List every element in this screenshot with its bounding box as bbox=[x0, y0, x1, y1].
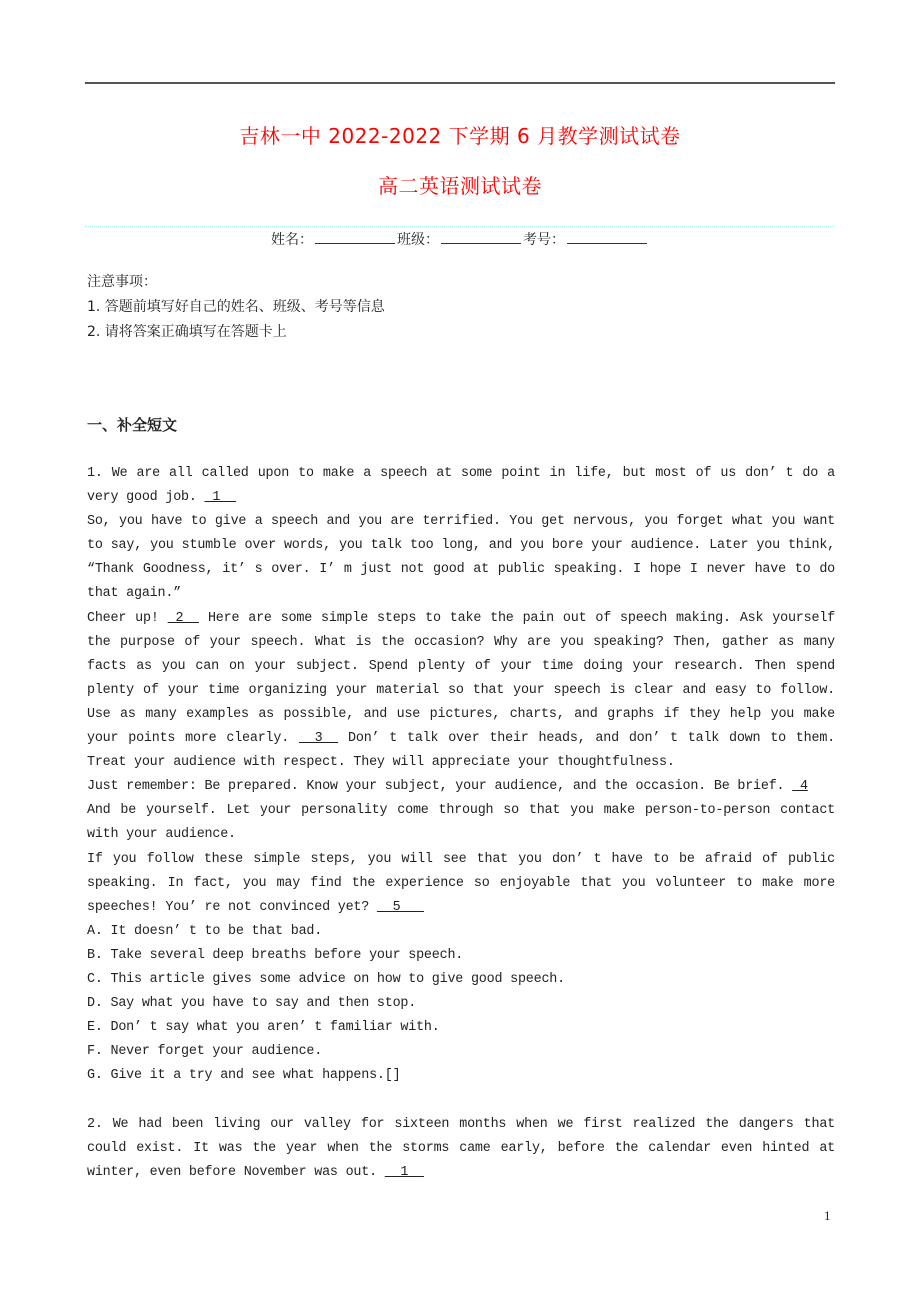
section-title: 一、补全短文 bbox=[87, 416, 178, 434]
options-list bbox=[87, 920, 835, 1089]
q1-text: 1. We are all called upon to make a speech at some point in life, but most of us don’ t do a very good job. bbox=[87, 466, 835, 506]
q1-paragraph-1 bbox=[87, 462, 835, 510]
blank-3: 3 bbox=[298, 731, 339, 747]
q1-text: Just remember: Be prepared. Know your subject, your audience, and the occasion. Be brief. bbox=[87, 779, 793, 795]
blank-4: 4 bbox=[792, 779, 808, 795]
q1-text: Cheer up! bbox=[87, 610, 168, 626]
id-label: 考号： bbox=[523, 232, 565, 248]
header-rule bbox=[85, 82, 835, 84]
blank-1: 1 bbox=[384, 1165, 424, 1181]
id-blank bbox=[567, 229, 647, 244]
blank-1: 1 bbox=[204, 490, 236, 506]
option-a: A. It doesn’ t to be that bad. bbox=[87, 923, 323, 939]
notes-block bbox=[87, 270, 385, 345]
name-label: 姓名： bbox=[271, 232, 313, 248]
option-d: D. Say what you have to say and then stop. bbox=[87, 996, 417, 1012]
q1-paragraph-2: So, you have to give a speech and you are terrified. You get nervous, you forget what you want to say, you stumble over words, you talk too long, and you bore your audience. Later you think, “Thank Goodness, it’ s over. I’ m just not good at public speaking. I hope I never have to do that again.” bbox=[87, 514, 835, 602]
class-label: 班级： bbox=[397, 232, 439, 248]
blank-5: 5 bbox=[376, 899, 424, 915]
class-blank bbox=[441, 229, 521, 244]
name-blank bbox=[315, 229, 395, 244]
option-b: B. Take several deep breaths before your speech. bbox=[87, 947, 464, 963]
q1-paragraph-5 bbox=[87, 848, 835, 920]
q1-text: And be yourself. Let your personality come through so that you make person-to-person contact with your audience. bbox=[87, 803, 835, 843]
q1-text: Don’ t talk over their heads, and don’ t talk down to them. Treat your audience with respect. They will appreciate your thoughtfulness. bbox=[87, 731, 835, 771]
exam-subtitle: 高二英语测试试卷 bbox=[378, 174, 542, 198]
option-f: F. Never forget your audience. bbox=[87, 1044, 323, 1060]
note-item: 2. 请将答案正确填写在答题卡上 bbox=[87, 324, 287, 340]
q1-paragraph-3 bbox=[87, 607, 835, 776]
q1-text: Here are some simple steps to take the pain out of speech making. Ask yourself the purpose of your speech. What is the occasion? Why are you speaking? Then, gather as many facts as you can on your subject. Spend plenty of your time doing your research. Then spend plenty of your time organizing your material so that your speech is clear and easy to follow. Use as many examples as possible, and use pictures, charts, and graphs if they help you make your points more clearly. bbox=[87, 610, 835, 747]
question-1 bbox=[87, 462, 835, 1088]
q2-text: 2. We had been living our valley for sixteen months when we first realized the dangers that could exist. It was the year when the storms came early, before the calendar even hinted at winter, even before November was out. bbox=[87, 1117, 835, 1181]
student-info-row bbox=[85, 226, 835, 251]
notes-heading: 注意事项： bbox=[87, 274, 157, 290]
q1-paragraph-4 bbox=[87, 775, 835, 847]
q2-paragraph-1 bbox=[87, 1113, 835, 1185]
option-e: E. Don’ t say what you aren’ t familiar with. bbox=[87, 1020, 440, 1036]
note-item: 1. 答题前填写好自己的姓名、班级、考号等信息 bbox=[87, 299, 385, 315]
exam-title: 吉林一中 2022-2022 下学期 6 月教学测试试卷 bbox=[239, 124, 681, 148]
q1-text: If you follow these simple steps, you will see that you don’ t have to be afraid of public speaking. In fact, you may find the experience so enjoyable that you volunteer to make more speeches! You’ re not convinced yet? bbox=[87, 851, 835, 915]
option-g: G. Give it a try and see what happens.[] bbox=[87, 1068, 401, 1084]
blank-2: 2 bbox=[167, 610, 199, 626]
page-number: 1 bbox=[824, 1208, 831, 1223]
option-c: C. This article gives some advice on how to give good speech. bbox=[87, 971, 565, 987]
question-2 bbox=[87, 1113, 835, 1185]
